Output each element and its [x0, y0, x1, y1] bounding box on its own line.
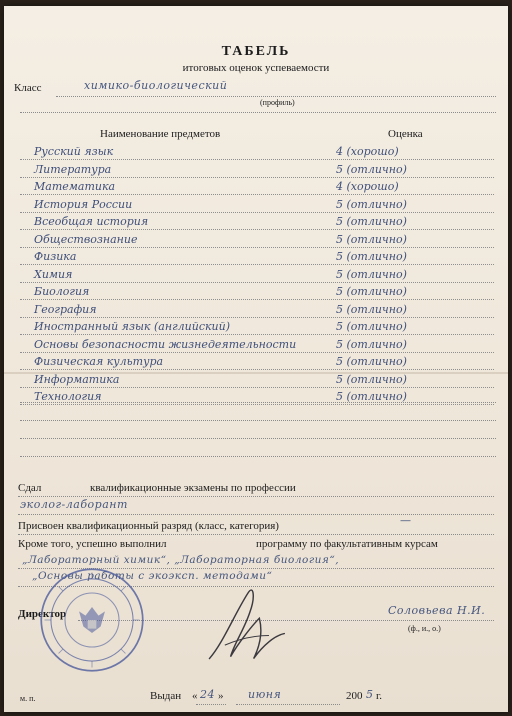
- grade-row: [20, 335, 494, 353]
- assigned-text: Присвоен квалификационный разряд (класс, категория): [18, 520, 279, 532]
- subject-grade: 5 (отлично): [336, 232, 407, 246]
- director-name: Соловьева Н.И.: [388, 604, 486, 617]
- fio-caption: (ф., и., о.): [408, 624, 441, 633]
- exams-text: квалификационные экзамены по профессии: [90, 482, 296, 494]
- issued-month: июня: [248, 688, 282, 701]
- subject-grade: 5 (отлично): [336, 390, 407, 403]
- blank-line: [20, 402, 496, 403]
- passed-label: Сдал: [18, 482, 42, 494]
- subject-grade: 5 (отлично): [336, 320, 407, 333]
- grade-row: [20, 195, 494, 213]
- courses-line1: „Лабораторный химик“, „Лабораторная биология“,: [22, 554, 340, 566]
- subject-name: Основы безопасности жизнедеятельности: [34, 337, 297, 351]
- subject-grade: 5 (отлично): [336, 372, 407, 386]
- exams-line: [18, 496, 494, 497]
- subject-grade: 5 (отлично): [336, 197, 407, 211]
- year-digit: 5: [366, 688, 374, 701]
- profession-value: эколог-лаборант: [20, 498, 128, 511]
- subject-name: Обществознание: [34, 232, 138, 246]
- subject-grade: 4 (хорошо): [336, 180, 399, 193]
- grade-row: [20, 352, 494, 370]
- courses-line2: „Основы работы с экоэксп. методами“: [32, 570, 273, 582]
- subject-name: Физическая культура: [34, 355, 164, 368]
- director-label: Директор: [18, 608, 67, 620]
- assigned-line: [18, 534, 494, 535]
- subject-name: Иностранный язык (английский): [34, 320, 231, 333]
- blank-line: [20, 456, 496, 457]
- document-subtitle: итоговых оценок успеваемости: [182, 62, 330, 74]
- profile-caption: (профиль): [260, 98, 295, 107]
- blank-line: [20, 420, 496, 421]
- issued-day: 24: [200, 688, 215, 701]
- grade-row: [20, 142, 494, 160]
- extra-line: [20, 112, 496, 113]
- grade-row: [20, 177, 494, 195]
- blank-line: [20, 438, 496, 439]
- class-label: Класс: [14, 82, 42, 94]
- subject-name: Химия: [34, 267, 73, 281]
- subject-grade: 4 (хорошо): [336, 145, 399, 158]
- program-text: программу по факультативным курсам: [256, 538, 438, 550]
- subject-name: Технология: [34, 390, 102, 403]
- document-title: ТАБЕЛЬ: [221, 44, 291, 59]
- grade-row: [20, 265, 494, 283]
- subject-name: Математика: [34, 180, 116, 193]
- subject-name: Русский язык: [34, 145, 114, 158]
- grade-row: [20, 230, 494, 248]
- grade-row: [20, 247, 494, 265]
- subject-name: Всеобщая история: [34, 215, 149, 228]
- subject-grade: 5 (отлично): [336, 250, 407, 263]
- class-value: химико-биологический: [84, 79, 228, 92]
- director-signature: [196, 576, 292, 672]
- mp-label: м. п.: [20, 694, 36, 703]
- subject-grade: 5 (отлично): [336, 302, 407, 316]
- subject-grade: 5 (отлично): [336, 162, 407, 176]
- subject-grade: 5 (отлично): [336, 285, 407, 298]
- besides-text: Кроме того, успешно выполнил: [18, 538, 167, 550]
- subject-grade: 5 (отлично): [336, 215, 407, 228]
- class-line: [56, 96, 496, 97]
- subject-grade: 5 (отлично): [336, 337, 407, 351]
- grade-row: [20, 300, 494, 318]
- profession-line: [18, 514, 494, 515]
- assigned-value: —: [400, 514, 412, 527]
- school-seal-stamp: [38, 566, 146, 674]
- year-prefix: 200: [346, 690, 363, 702]
- grade-row: [20, 282, 494, 300]
- grade-row: [20, 370, 494, 388]
- year-suffix: г.: [376, 690, 383, 702]
- grade-row: [20, 317, 494, 335]
- subject-name: География: [34, 302, 97, 316]
- subject-name: История России: [34, 197, 133, 211]
- subject-grade: 5 (отлично): [336, 267, 407, 281]
- subject-name: Литература: [34, 162, 112, 176]
- subject-name: Биология: [34, 285, 90, 298]
- subject-grade: 5 (отлично): [336, 355, 407, 368]
- grade-row: [20, 212, 494, 230]
- grade-header: Оценка: [388, 128, 423, 140]
- subjects-header: Наименование предметов: [100, 128, 221, 140]
- report-card-sheet: ТАБЕЛЬ итоговых оценок успеваемости Класс химико-биологический (профиль) Наименование предметов Оценка Русский язык 4 (хорошо) Литература 5 (отлично) Математика 4 (хорошо) История России 5 (отлично) Всеобщая история 5 (отлично) Обществознание 5 (отлично) Физика 5 (отлично) Химия 5 (отлично) Биология 5 (отлично) География 5 (отлично) Иностранный язык (английский) 5 (отлично) Основы безопасности жизнедеятельности 5 (отлично) Физическая культура 5 (отлично) Информатика 5 (отлично) Технология 5 (отлично) Сдал квалификационные экзамены по профессии эколог-лаборант Присвоен квалификационный разряд (класс, категория) — Кроме того, успешно выполнил программу по факультативным курсам „Лабораторный химик“, „Лабораторная биология“, „Основы работы с экоэксп. методами“ Директор Соловьева Н.И. (ф., и., о.) м. п. Выдан « 24 » июня 200 5 г.: [4, 6, 508, 712]
- grade-row: [20, 160, 494, 178]
- subject-name: Информатика: [34, 372, 120, 386]
- subject-name: Физика: [34, 250, 77, 263]
- issued-label: Выдан: [150, 690, 182, 702]
